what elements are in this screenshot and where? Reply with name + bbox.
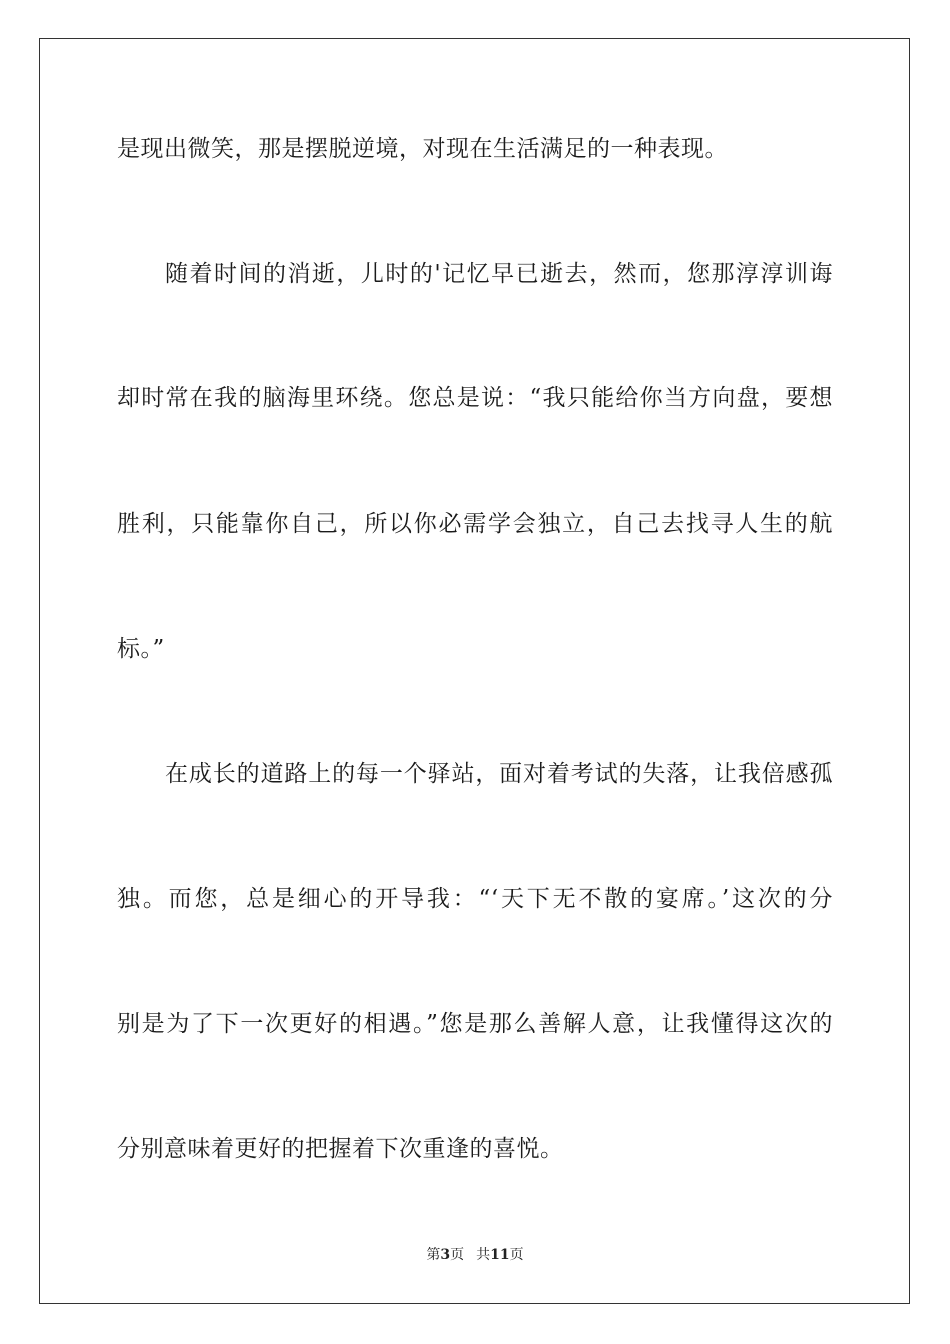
text-line-6: 在成长的道路上的每一个驿站，面对着考试的失落，让我倍感孤 <box>165 761 833 787</box>
text-line-7: 独。而您，总是细心的开导我：“‘天下无不散的宴席。’这次的分 <box>117 886 833 912</box>
text-line-3: 却时常在我的脑海里环绕。您总是说：“我只能给你当方向盘，要想 <box>117 385 833 411</box>
page-number: 3 <box>440 1247 451 1263</box>
total-prefix: 共 <box>476 1247 491 1263</box>
text-line-9: 分别意味着更好的把握着下次重逢的喜悦。 <box>117 1136 564 1162</box>
text-line-1: 是现出微笑，那是摆脱逆境，对现在生活满足的一种表现。 <box>117 136 728 162</box>
page-border <box>39 38 910 1304</box>
page-prefix: 第 <box>426 1247 441 1263</box>
text-line-5: 标。” <box>117 636 165 662</box>
text-line-2: 随着时间的消逝，儿时的'记忆早已逝去，然而，您那淳淳训诲 <box>165 261 833 287</box>
total-pages: 11 <box>490 1247 510 1263</box>
page-footer <box>0 1245 950 1265</box>
text-line-4: 胜利，只能靠你自己，所以你必需学会独立，自己去找寻人生的航 <box>117 511 833 537</box>
page-suffix: 页 <box>450 1247 465 1263</box>
total-suffix: 页 <box>509 1247 524 1263</box>
text-line-8: 别是为了下一次更好的相遇。”您是那么善解人意，让我懂得这次的 <box>117 1011 833 1037</box>
